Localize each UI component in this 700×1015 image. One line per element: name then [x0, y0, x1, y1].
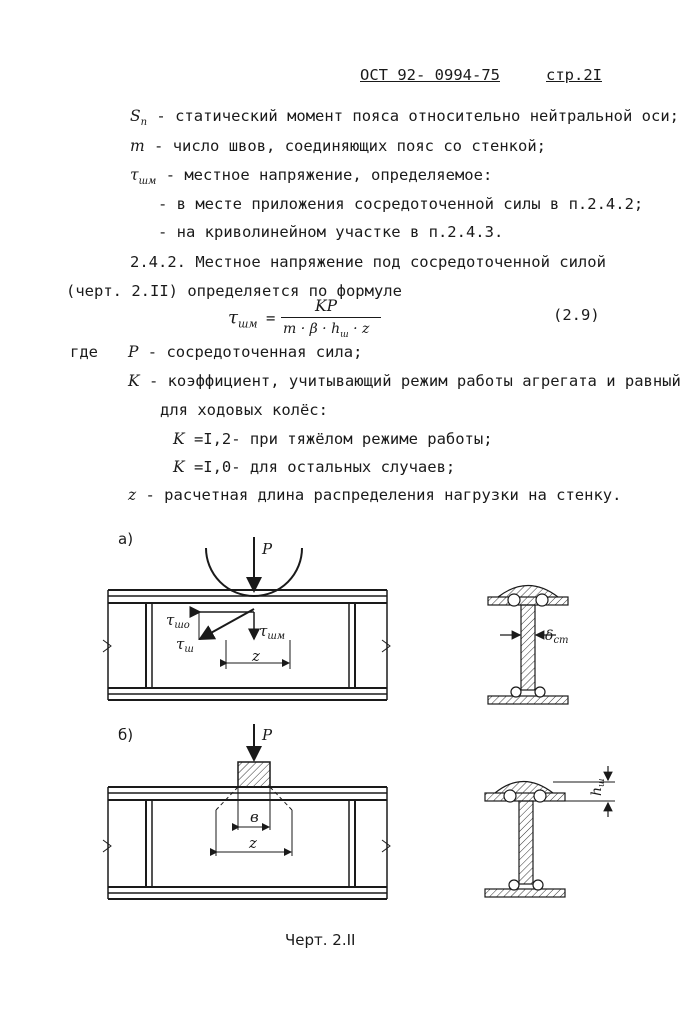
- where-item-k-heavy: K =I,2- при тяжёлом режиме работы;: [173, 430, 493, 448]
- definition-sn: $S_п$ - статический момент пояса относительно нейтральной оси;: [130, 107, 680, 129]
- symbol-m: m: [130, 137, 145, 155]
- bullet-item: - в месте приложения сосредоточенной силы в п.2.4.2;: [158, 195, 644, 213]
- where-item-continuation: для ходовых колёс:: [160, 401, 328, 419]
- definition-tau: $\tau_{шм}$ - местное напряжение, определяемое:: [130, 166, 493, 188]
- where-word: где: [70, 343, 98, 361]
- clause-line: 2.4.2. Местное напряжение под сосредоточенной силой: [130, 253, 606, 271]
- clause-line: (черт. 2.II) определяется по формуле: [66, 282, 402, 300]
- beam-a: [103, 590, 390, 700]
- symbol-tau: τ: [130, 166, 139, 184]
- symbol-s: S: [130, 107, 141, 125]
- z-label-b: z: [249, 834, 257, 852]
- bullet-item: - на криволинейном участке в п.2.4.3.: [158, 223, 504, 241]
- page-number: стр.2I: [546, 66, 602, 84]
- h-label: $h_ш$: [589, 778, 607, 796]
- formula-lhs: $\tau_{шм}$: [228, 307, 258, 331]
- figure-caption: Черт. 2.II: [285, 931, 356, 949]
- force-label-p: P: [262, 540, 273, 558]
- where-item-k-other: K =I,0- для остальных случаев;: [173, 458, 456, 476]
- z-label-a: z: [252, 647, 260, 665]
- where-item-z: z - расчетная длина распределения нагрузки на стенку.: [128, 486, 622, 504]
- figure-label-a: а): [118, 530, 134, 548]
- tau-w0-label: $\tau_{шо}$: [166, 611, 190, 631]
- where-item-k: K - коэффициент, учитывающий режим работы агрегата и равный: [128, 372, 681, 390]
- formula-numerator: KP: [315, 297, 338, 315]
- b-label: в: [250, 808, 259, 826]
- definition-text: - местное напряжение, определяемое:: [165, 166, 493, 184]
- delta-label: $\delta_{ст}$: [545, 628, 569, 646]
- formula-denominator: $m \cdot \beta \cdot h_ш \cdot z$: [283, 321, 370, 340]
- formula-equals: =: [266, 309, 276, 327]
- section-b: [485, 766, 615, 897]
- definition-text: - число швов, соединяющих пояс со стенкой;: [154, 137, 546, 155]
- tau-w-label: $\tau_ш$: [176, 635, 194, 655]
- where-item-p: P - сосредоточенная сила;: [128, 343, 363, 361]
- figure-label-b: б): [118, 726, 134, 744]
- formula-number: (2.9): [553, 306, 600, 324]
- definition-text: - статический момент пояса относительно нейтральной оси;: [156, 107, 680, 125]
- beam-b: [103, 762, 390, 899]
- force-label-p-b: P: [262, 726, 273, 744]
- document-code: ОСТ 92- 0994-75: [360, 66, 500, 84]
- tau-wm-label: $\tau_{шм}$: [259, 622, 286, 642]
